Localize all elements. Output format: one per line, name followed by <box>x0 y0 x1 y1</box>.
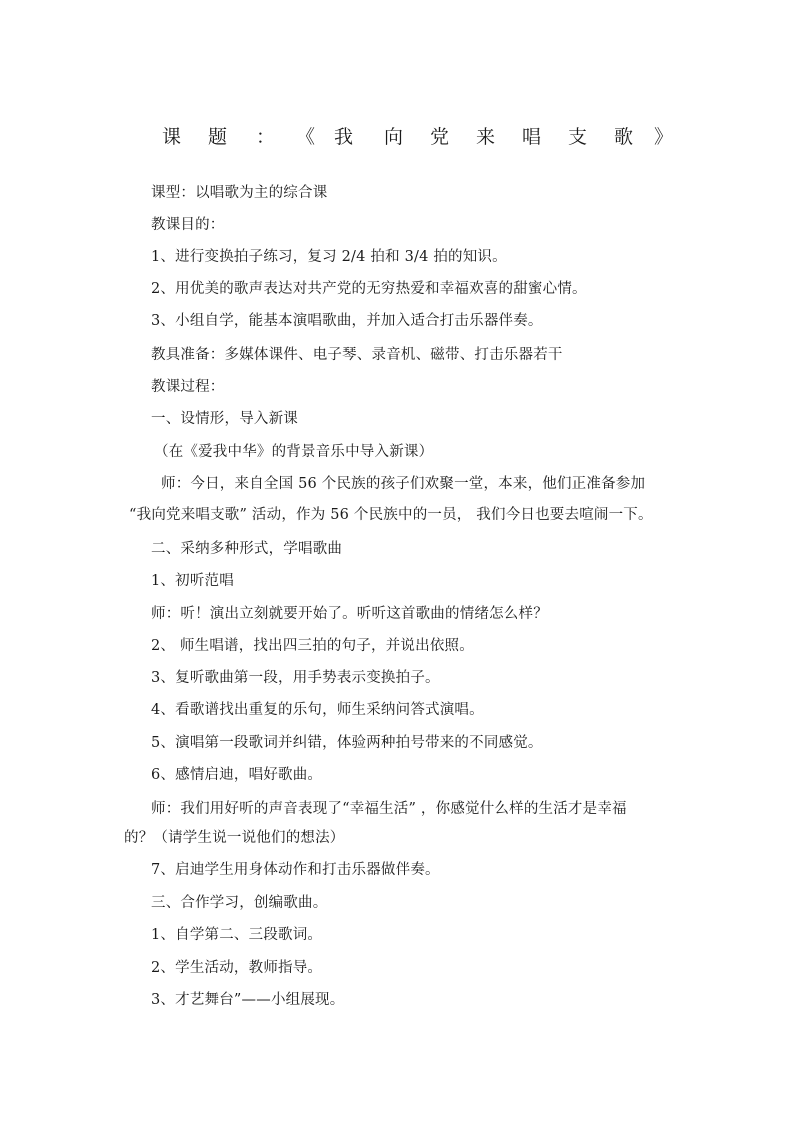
objective-item: 1、进行变换拍子练习，复习 2/4 拍和 3/4 拍的知识。 <box>151 249 507 265</box>
objective-item: 3、小组自学，能基本演唱歌曲，并加入适合打击乐器伴奏。 <box>151 313 543 329</box>
title-char: 唱 <box>522 126 542 148</box>
title-char: 》 <box>654 126 674 148</box>
title-char: 向 <box>384 126 404 148</box>
step-item: 3、复听歌曲第一段，用手势表示变换拍子。 <box>151 670 440 686</box>
title-char: 《 <box>296 126 316 148</box>
step-item: 1、初听范唱 <box>151 573 234 589</box>
title-char: 我 <box>334 126 354 148</box>
paragraph-line: 师：我们用好听的声音表现了“幸福生活” ，你感觉什么样的生活才是幸福 <box>151 801 627 817</box>
paragraph-line: 师：今日，来自全国 56 个民族的孩子们欢聚一堂，本来，他们正准备参加 <box>161 476 646 492</box>
step-item: 5、演唱第一段歌词并纠错，体验两种拍号带来的不同感觉。 <box>151 735 543 751</box>
title-char: 歌 <box>614 126 634 148</box>
step-item: 3、才艺舞台”——小组展现。 <box>151 992 345 1008</box>
process-heading: 教课过程： <box>151 379 225 395</box>
title-char: 课 <box>162 126 182 148</box>
section-heading: 三、合作学习，创编歌曲。 <box>151 895 328 911</box>
title-char: 党 <box>430 126 450 148</box>
step-item: 2、 师生唱谱，找出四三拍的句子，并说出依照。 <box>151 638 474 654</box>
section-heading: 一、设情形，导入新课 <box>151 411 298 427</box>
title-char: 题 <box>208 126 228 148</box>
step-item: 1、自学第二、三段歌词。 <box>151 927 323 943</box>
step-item: 6、感情启迪，唱好歌曲。 <box>151 767 323 783</box>
lesson-type: 课型：以唱歌为主的综合课 <box>151 185 328 201</box>
step-item: 2、学生活动，教师指导。 <box>151 960 323 976</box>
section-heading: 二、采纳多种形式，学唱歌曲 <box>151 541 343 557</box>
objective-item: 2、用优美的歌声表达对共产党的无穷热爱和幸福欢喜的甜蜜心情。 <box>151 281 587 297</box>
title-char: 支 <box>568 126 588 148</box>
step-item: 4、看歌谱找出重复的乐句，师生采纳问答式演唱。 <box>151 702 484 718</box>
paragraph-line: 的？（请学生说一说他们的想法） <box>124 830 345 846</box>
paragraph-line: （在《爱我中华》的背景音乐中导入新课） <box>154 444 434 460</box>
step-item: 7、启迪学生用身体动作和打击乐器做伴奏。 <box>151 862 440 878</box>
title-char: ： <box>256 126 276 148</box>
materials-line: 教具准备：多媒体课件、电子琴、录音机、磁带、打击乐器若干 <box>151 347 563 363</box>
paragraph-line: “我向党来唱支歌” 活动，作为 56 个民族中的一员， 我们今日也要去喧闹一下。 <box>129 507 653 523</box>
paragraph-line: 师：听！演出立刻就要开始了。听听这首歌曲的情绪怎么样？ <box>151 606 548 622</box>
objectives-heading: 教课目的： <box>151 217 225 233</box>
title-char: 来 <box>476 126 496 148</box>
